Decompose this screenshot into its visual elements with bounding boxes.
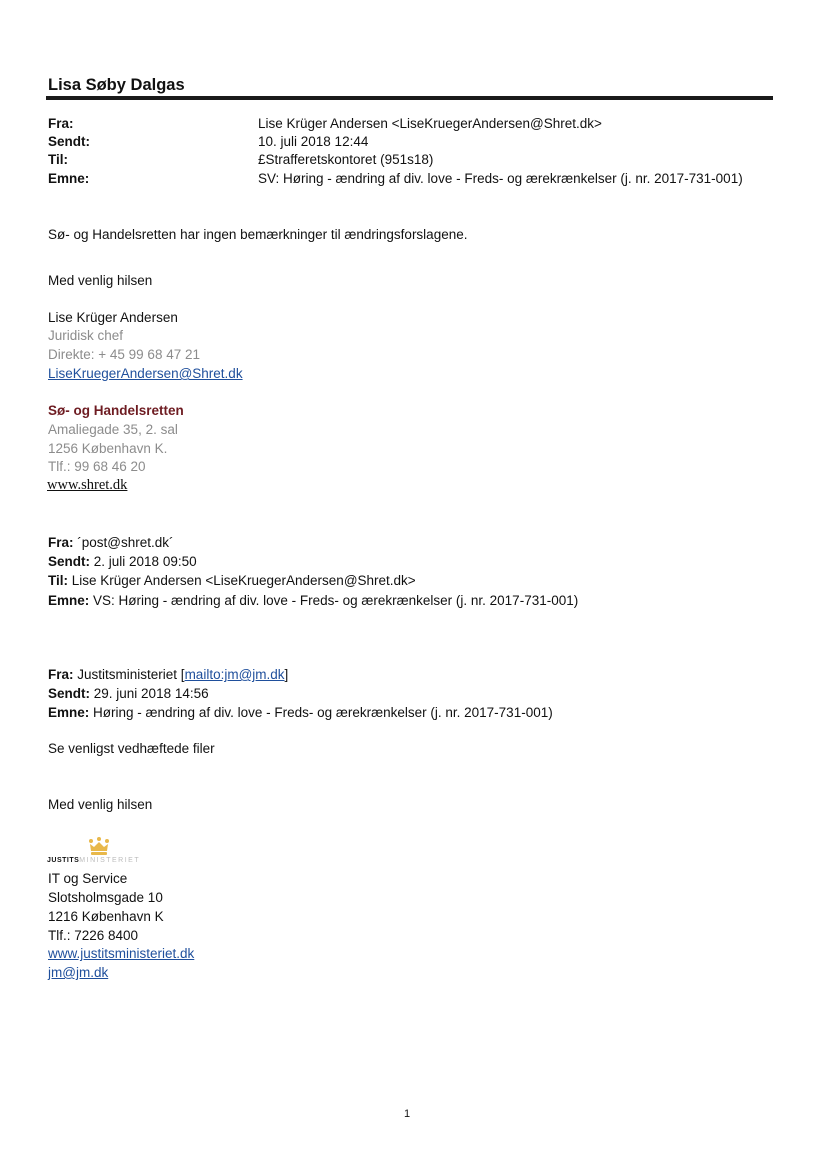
fwd2-from-close: ] [284,667,289,682]
fwd2-subject-label: Emne: [48,705,90,720]
fwd1-sent-label: Sendt: [48,554,90,569]
fwd1-from-label: Fra: [48,535,74,550]
header-rule [46,96,773,100]
fwd2-mailto-link[interactable]: mailto:jm@jm.dk [184,667,285,682]
fwd1-to-line [48,573,416,588]
org-phone: Tlf.: 99 68 46 20 [48,459,146,474]
ministry-address-line1: Slotsholmsgade 10 [48,890,163,905]
sent-label: Sendt: [48,134,90,149]
fwd1-sent-value: 2. juli 2018 09:50 [93,554,197,569]
fwd2-sent-line [48,686,209,701]
to-label: Til: [48,152,68,167]
fwd2-greeting: Med venlig hilsen [48,797,153,812]
org-address-line2: 1256 København K. [48,441,168,456]
subject-label: Emne: [48,171,90,186]
fwd1-to-label: Til: [48,573,68,588]
signature-name: Lise Krüger Andersen [48,310,178,325]
fwd1-subject-value: VS: Høring - ændring af div. love - Freds- og ærekrænkelser (j. nr. 2017-731-001) [93,593,579,608]
crown-icon [88,836,110,856]
logo-text-bold: JUSTITS [47,857,80,864]
fwd2-sent-value: 29. juni 2018 14:56 [93,686,209,701]
fwd2-sent-label: Sendt: [48,686,90,701]
sent-value: 10. juli 2018 12:44 [258,134,369,149]
ministry-logo-text [47,857,140,864]
fwd2-subject-value: Høring - ændring af div. love - Freds- og ærekrænkelser (j. nr. 2017-731-001) [93,705,553,720]
fwd1-subject-line [48,593,578,608]
fwd2-from-line [48,667,288,682]
body-greeting: Med venlig hilsen [48,273,153,288]
signature-title: Juridisk chef [48,328,124,343]
fwd1-from-line [48,535,174,550]
sender-name: Lisa Søby Dalgas [48,76,185,94]
signature-email-link[interactable]: LiseKruegerAndersen@Shret.dk [48,366,243,381]
signature-org: Sø- og Handelsretten [48,403,184,418]
fwd2-from-value: Justitsministeriet [ [77,667,185,682]
subject-value: SV: Høring - ændring af div. love - Freds- og ærekrænkelser (j. nr. 2017-731-001) [258,171,743,186]
logo-text-light: MINISTERIET [79,857,141,864]
fwd1-subject-label: Emne: [48,593,90,608]
signature-phone: Direkte: + 45 99 68 47 21 [48,347,200,362]
ministry-dept: IT og Service [48,871,128,886]
fwd2-from-label: Fra: [48,667,74,682]
fwd2-body: Se venligst vedhæftede filer [48,741,215,756]
org-website-link[interactable]: www.shret.dk [47,477,128,493]
org-address-line1: Amaliegade 35, 2. sal [48,422,178,437]
ministry-website-link[interactable]: www.justitsministeriet.dk [48,946,195,961]
ministry-phone: Tlf.: 7226 8400 [48,928,139,943]
from-label: Fra: [48,116,74,131]
to-value: £Strafferetskontoret (951s18) [258,152,434,167]
body-statement: Sø- og Handelsretten har ingen bemærkninger til ændringsforslagene. [48,227,468,242]
fwd2-subject-line [48,705,553,720]
page-number: 1 [404,1108,411,1120]
fwd1-to-value: Lise Krüger Andersen <LiseKruegerAndersen@Shret.dk> [71,573,416,588]
fwd1-sent-line [48,554,197,569]
fwd1-from-value: ´post@shret.dk´ [77,535,174,550]
ministry-email-link[interactable]: jm@jm.dk [48,965,109,980]
ministry-address-line2: 1216 København K [48,909,164,924]
from-value: Lise Krüger Andersen <LiseKruegerAndersen@Shret.dk> [258,116,602,131]
